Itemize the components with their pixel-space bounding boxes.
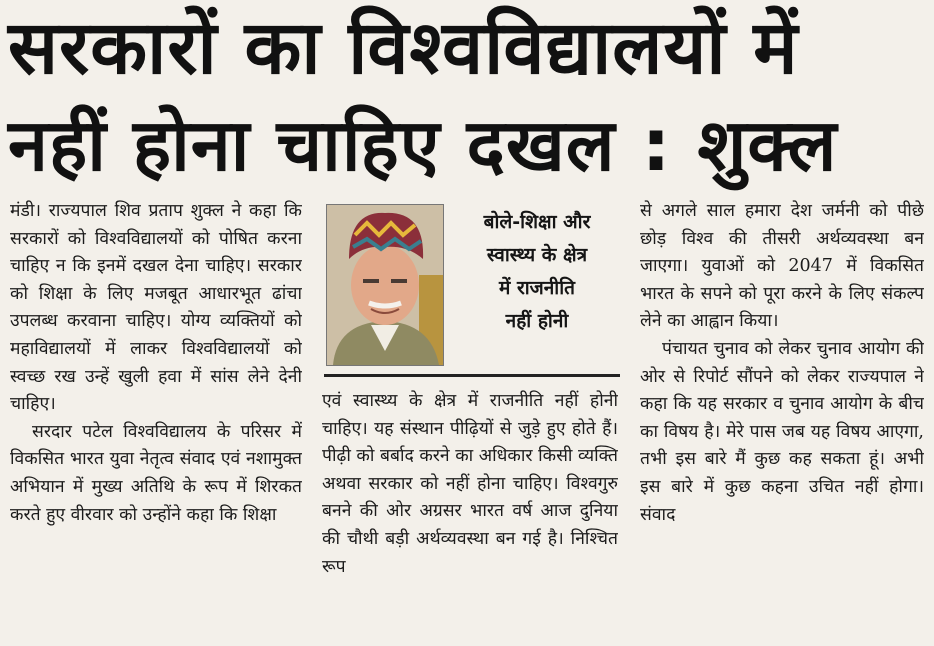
paragraph: से अगले साल हमारा देश जर्मनी को पीछे छोड़ विश्व की तीसरी अर्थव्यवस्था बन जाएगा। युवाओं को 2047 में विकसित भारत के सपने को पूरा करने के लिए संकल्प लेने का आह्वान किया। bbox=[640, 201, 924, 332]
paragraph: एवं स्वास्थ्य के क्षेत्र में राजनीति नहीं होनी चाहिए। यह संस्थान पीढ़ियों से जुड़े हुए होते हैं। पीढ़ी को बर्बाद करने का अधिकार किसी व्यक्ति अथवा सरकार को नहीं होना चाहिए। विश्वगुरु बनने की ओर अग्रसर भारत वर्ष आज दुनिया की चौथी बड़ी अर्थव्यवस्था बन गई है। निश्चित रूप bbox=[322, 391, 618, 577]
pull-quote-line: स्वास्थ्य के क्षेत्र bbox=[486, 244, 588, 266]
headline-line-1: सरकारों का विश्वविद्यालयों में bbox=[8, 5, 799, 91]
article-column-3 bbox=[640, 198, 924, 644]
pull-quote-line: में राजनीति bbox=[499, 277, 575, 299]
paragraph: मंडी। राज्यपाल शिव प्रताप शुक्ल ने कहा कि सरकारों को विश्वविद्यालयों को पोषित करना चाहिए न कि इनमें दखल देना चाहिए। सरकार को शिक्षा के लिए मजबूत आधारभूत ढांचा उपलब्ध करवाना चाहिए। योग्य व्यक्तियों को महाविद्यालयों में लाकर विश्वविद्यालयों को स्वच्छ रख उन्हें खुली हवा में सांस लेने देनी चाहिए। bbox=[10, 201, 302, 415]
pull-quote-line: बोले-शिक्षा और bbox=[483, 211, 591, 233]
section-divider bbox=[324, 374, 620, 377]
article-column-2 bbox=[322, 388, 618, 644]
article-column-1 bbox=[10, 198, 302, 644]
pull-quote-line: नहीं होनी bbox=[505, 310, 569, 332]
headline-line-2: नहीं होना चाहिए दखल : शुक्ल bbox=[8, 103, 838, 187]
portrait-image bbox=[327, 205, 443, 365]
paragraph: पंचायत चुनाव को लेकर चुनाव आयोग की ओर से रिपोर्ट सौंपने को लेकर राज्यपाल ने कहा कि यह सरकार व चुनाव आयोग के बीच का विषय है। मेरे पास जब यह विषय आएगा, तभी इस बारे मैं कुछ कह सकता हूं। अभी इस बारे में कुछ कहना उचित नहीं होगा। संवाद bbox=[640, 338, 924, 525]
pull-quote bbox=[452, 206, 622, 338]
paragraph: सरदार पटेल विश्वविद्यालय के परिसर में विकसित भारत युवा नेतृत्व संवाद एवं नशामुक्त अभियान में मुख्य अतिथि के रूप में शिरकत करते हुए वीरवार को उन्होंने कहा कि शिक्षा bbox=[10, 421, 302, 525]
governor-portrait bbox=[326, 204, 444, 366]
